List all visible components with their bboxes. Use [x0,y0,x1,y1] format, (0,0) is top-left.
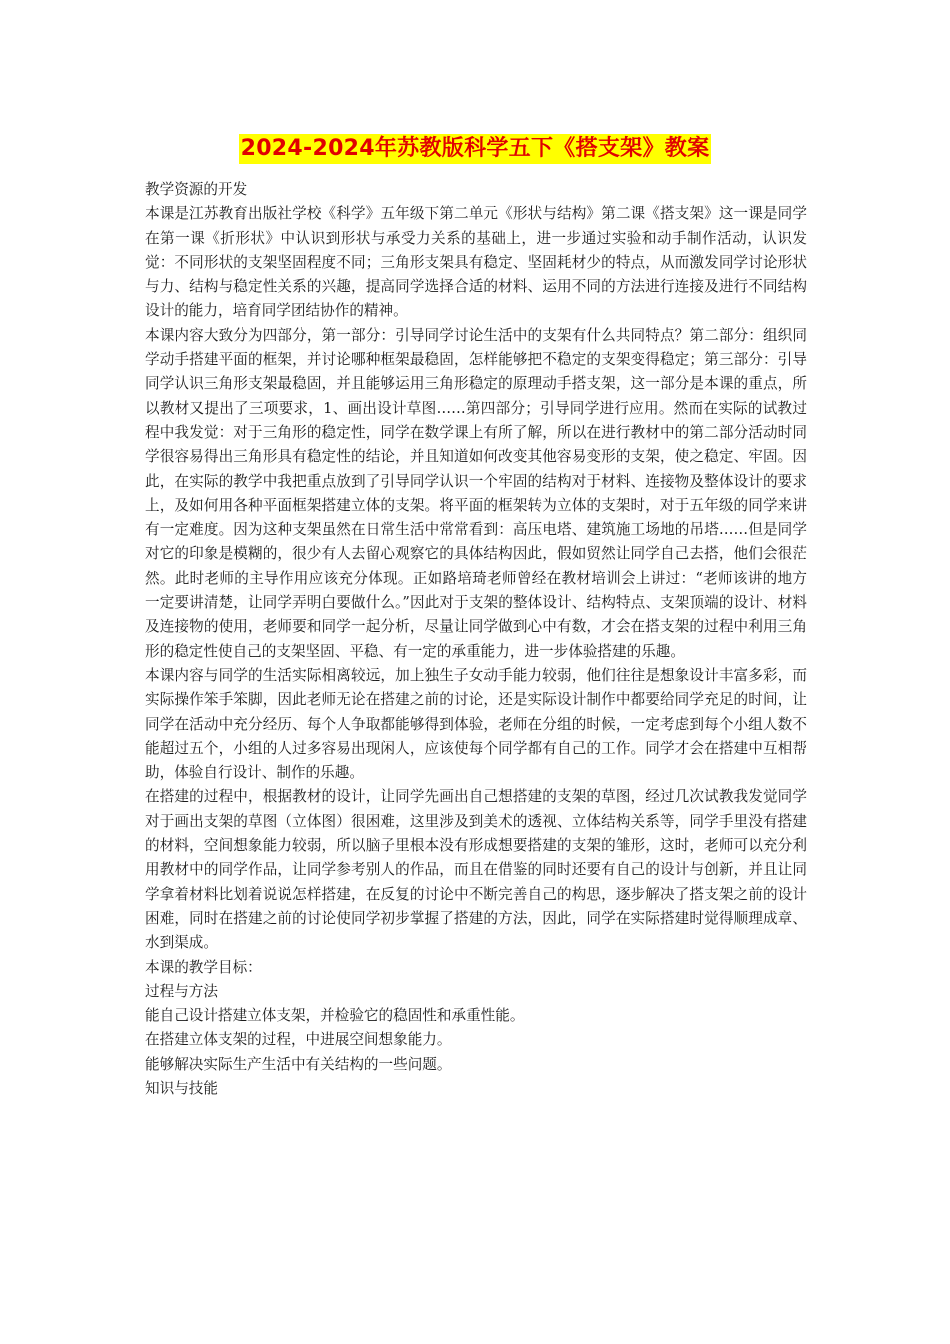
paragraph-goal-2: 在搭建立体支架的过程，中进展空间想象能力。 [145,1031,452,1049]
paragraph-student-reality: 本课内容与同学的生活实际相离较远，加上独生子女动手能力较弱，他们往往是想象设计丰富多彩，而实际操作笨手笨脚，因此老师无论在搭建之前的讨论，还是实际设计制作中都要给同学充足的时间，让同学在活动中充分经历、每个人争取都能够得到体验，老师在分组的时候，一定考虑到每个小组人数不能超过五个，小组的人过多容易出现闲人，应该使每个同学都有自己的工作。同学才会在搭建中互相帮助，体验自行设计、制作的乐趣。 [145,666,807,782]
document-body [145,178,807,1101]
paragraph-building-process: 在搭建的过程中，根据教材的设计，让同学先画出自己想搭建的支架的草图，经过几次试教我发觉同学对于画出支架的草图（立体图）很困难，这里涉及到美术的透视、立体结构关系等，同学手里没有搭建的材料，空间想象能力较弱，所以脑子里根本没有形成想要搭建的支架的雏形，这时，老师可以充分利用教材中的同学作品，让同学参考别人的作品，而且在借鉴的同时还要有自己的设计与创新，并且让同学拿着材料比划着说说怎样搭建，在反复的讨论中不断完善自己的构思，逐步解决了搭支架之前的设计困难，同时在搭建之前的讨论使同学初步掌握了搭建的方法，因此，同学在实际搭建时觉得顺理成章、水到渠成。 [145,788,807,952]
document-title: 2024-2024年苏教版科学五下《搭支架》教案 [239,134,712,164]
paragraph-content-structure: 本课内容大致分为四部分，第一部分：引导同学讨论生活中的支架有什么共同特点？第二部分：组织同学动手搭建平面的框架，并讨论哪种框架最稳固，怎样能够把不稳定的支架变得稳定；第三部分：引导同学认识三角形支架最稳固，并且能够运用三角形稳定的原理动手搭支架，这一部分是本课的重点，所以教材又提出了三项要求，1、画出设计草图……第四部分；引导同学进行应用。然而在实际的试教过程中我发觉：对于三角形的稳定性，同学在数学课上有所了解，所以在进行教材中的第二部分活动时同学很容易得出三角形具有稳定性的结论，并且知道如何改变其他容易变形的支架，使之稳定、牢固。因此，在实际的教学中我把重点放到了引导同学认识一个牢固的结构对于材料、连接物及整体设计的要求上，及如何用各种平面框架搭建立体的支架。将平面的框架转为立体的支架时，对于五年级的同学来讲有一定难度。因为这种支架虽然在日常生活中常常看到：高压电塔、建筑施工场地的吊塔……但是同学对它的印象是模糊的，很少有人去留心观察它的具体结构因此，假如贸然让同学自己去搭，他们会很茫然。此时老师的主导作用应该充分体现。正如路培琦老师曾经在教材培训会上讲过：“老师该讲的地方一定要讲清楚，让同学弄明白要做什么。”因此对于支架的整体设计、结构特点、支架顶端的设计、材料及连接物的使用，老师要和同学一起分析，尽量让同学做到心中有数，才会在搭支架的过程中利用三角形的稳定性使自己的支架坚固、平稳、有一定的承重能力，进一步体验搭建的乐趣。 [145,326,807,660]
paragraph-goals-heading: 本课的教学目标： [145,958,262,976]
paragraph-resource-heading: 教学资源的开发 [145,181,248,198]
paragraph-process-method: 过程与方法 [145,982,218,1000]
title-container [0,134,950,164]
paragraph-goal-1: 能自己设计搭建立体支架，并检验它的稳固性和承重性能。 [145,1007,525,1025]
paragraph-intro: 本课是江苏教育出版社学校《科学》五年级下第二单元《形状与结构》第二课《搭支架》这一课是同学在第一课《折形状》中认识到形状与承受力关系的基础上，进一步通过实验和动手制作活动，认识发觉：不同形状的支架坚固程度不同；三角形支架具有稳定、坚固耗材少的特点，从而激发同学讨论形状与力、结构与稳定性关系的兴趣，提高同学选择合适的材料、运用不同的方法进行连接及进行不同结构设计的能力，培育同学团结协作的精神。 [145,205,807,320]
paragraph-knowledge-skills: 知识与技能 [145,1079,218,1097]
paragraph-goal-3: 能够解决实际生产生活中有关结构的一些问题。 [145,1055,452,1073]
